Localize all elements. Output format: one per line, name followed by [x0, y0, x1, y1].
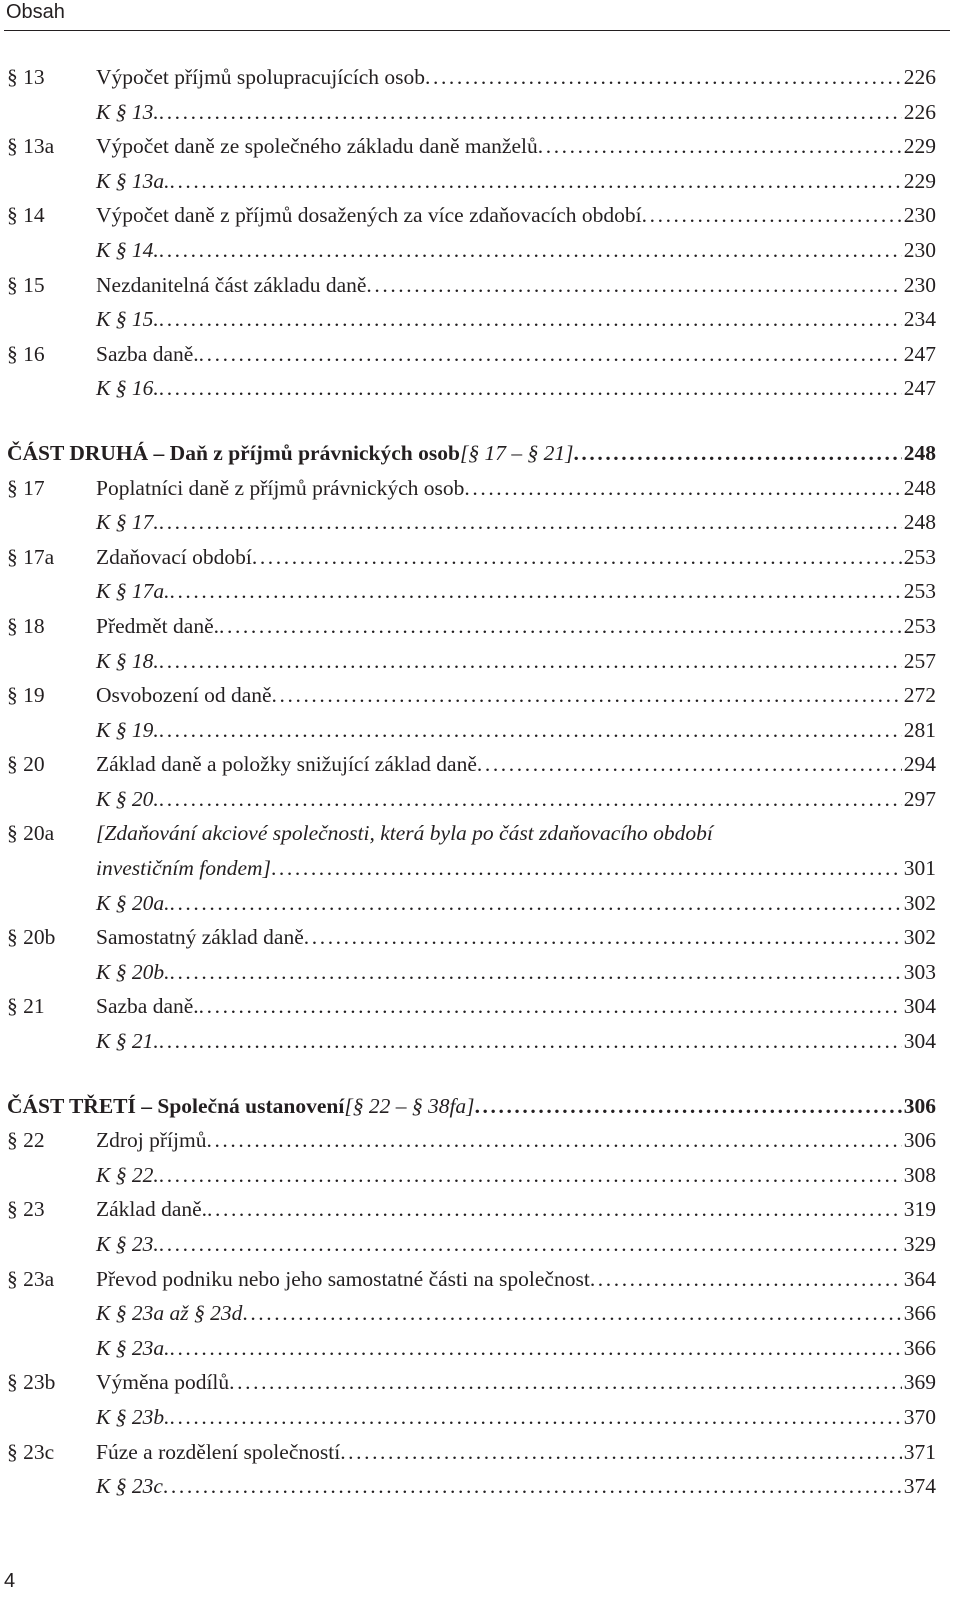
toc-entry-title: Fúze a rozdělení společností [96, 1439, 341, 1464]
toc-dot-leader [169, 1331, 901, 1366]
toc-entry-title: K § 23b. [96, 1404, 170, 1429]
toc-comment-entry[interactable] [0, 1469, 960, 1504]
toc-page-number: 230 [903, 203, 936, 228]
toc-section-entry[interactable] [0, 1262, 960, 1297]
toc-page-number: 301 [903, 856, 936, 881]
toc-dot-leader [425, 60, 902, 95]
toc-dot-leader [159, 782, 902, 817]
toc-section-entry[interactable] [0, 1435, 960, 1470]
toc-page-number: 319 [903, 1197, 936, 1222]
toc-entry-title: K § 20b. [96, 959, 170, 984]
toc-section-entry[interactable] [0, 337, 960, 372]
toc-page-number: 302 [903, 925, 936, 950]
toc-comment-entry[interactable] [0, 1400, 960, 1435]
toc-section-entry[interactable] [0, 540, 960, 575]
toc-entry-title: Zdaňovací období [96, 544, 252, 569]
toc-comment-entry[interactable] [0, 302, 960, 337]
toc-entry-continuation[interactable] [0, 851, 960, 886]
toc-page-number: 302 [903, 890, 936, 915]
toc-page-number: 366 [903, 1335, 936, 1360]
toc-entry-title: K § 14. [96, 237, 159, 262]
toc-dot-leader [159, 505, 902, 540]
page-number: 4 [4, 1570, 16, 1592]
toc-entry-title: K § 23a až § 23d [96, 1301, 243, 1326]
toc-page-number: 226 [903, 99, 936, 124]
toc-page-number: 304 [903, 1029, 936, 1054]
toc-dot-leader [573, 436, 901, 471]
toc-section-entry[interactable] [0, 198, 960, 233]
toc-entry-title: Zdroj příjmů [96, 1128, 207, 1153]
toc-dot-leader [169, 164, 901, 199]
toc-entry-body [96, 1158, 936, 1193]
toc-entry-body [96, 713, 936, 748]
header-divider [4, 30, 950, 31]
toc-page-number: 371 [903, 1439, 936, 1464]
toc-entry-body [7, 1089, 936, 1124]
toc-page-number: 370 [903, 1404, 936, 1429]
toc-entry-title: Poplatníci daně z příjmů právnických osob [96, 475, 465, 500]
toc-entry-title: K § 17a. [96, 579, 170, 604]
toc-section-number: § 14 [7, 203, 45, 228]
toc-entry-body [96, 471, 936, 506]
toc-entry-body [96, 505, 936, 540]
toc-entry-body [96, 1024, 936, 1059]
toc-entry-body [96, 1192, 936, 1227]
toc-dot-leader [169, 574, 901, 609]
toc-entry-title: K § 16. [96, 376, 159, 401]
toc-page-number: 248 [903, 475, 936, 500]
toc-comment-entry[interactable] [0, 713, 960, 748]
toc-entry-title: Výpočet příjmů spolupracujících osob [96, 65, 425, 89]
toc-entry-title: Předmět daně. [96, 613, 219, 638]
toc-comment-entry[interactable] [0, 505, 960, 540]
toc-dot-leader [159, 713, 902, 748]
toc-section-number: § 21 [7, 994, 45, 1019]
toc-dot-leader [159, 371, 902, 406]
toc-page-number: 329 [903, 1232, 936, 1256]
toc-entry-body [96, 1435, 936, 1470]
toc-entry-title: Výměna podílů [96, 1370, 230, 1395]
toc-dot-leader [159, 644, 902, 679]
toc-page-number: 253 [903, 544, 936, 569]
toc-section-number: § 18 [7, 613, 45, 638]
toc-entry-title: K § 23c [96, 1474, 163, 1499]
toc-entry-body [96, 268, 936, 303]
toc-entry-body [7, 436, 936, 471]
toc-dot-leader [366, 268, 901, 303]
toc-dot-leader [159, 1158, 902, 1193]
toc-section-entry[interactable] [0, 1123, 960, 1158]
toc-section-number: § 16 [7, 341, 45, 366]
toc-comment-entry[interactable] [0, 574, 960, 609]
toc-section-entry[interactable] [0, 129, 960, 164]
toc-comment-entry[interactable] [0, 1331, 960, 1366]
toc-section-number: § 13a [7, 134, 55, 159]
toc-entry-body [96, 1400, 936, 1435]
toc-entry-body [96, 920, 936, 955]
toc-dot-leader [169, 886, 901, 921]
toc-comment-entry[interactable] [0, 95, 960, 130]
toc-entry-title: K § 22. [96, 1162, 159, 1187]
toc-page-number: 303 [903, 959, 936, 984]
toc-entry-body [96, 164, 936, 199]
toc-dot-leader [229, 1365, 902, 1400]
toc-page-number: 253 [903, 579, 936, 604]
toc-page-number: 306 [903, 1128, 936, 1153]
table-of-contents [0, 60, 960, 1504]
toc-entry-body [96, 1227, 936, 1262]
toc-part-heading[interactable] [0, 1089, 960, 1124]
toc-section-entry[interactable] [0, 747, 960, 782]
toc-dot-leader [340, 1435, 902, 1470]
toc-section-entry[interactable] [0, 1365, 960, 1400]
toc-dot-leader [159, 302, 902, 337]
toc-page-number: 308 [903, 1162, 936, 1187]
toc-entry-body [96, 886, 936, 921]
toc-entry-title: Sazba daně. [96, 994, 199, 1019]
toc-comment-entry[interactable] [0, 1024, 960, 1059]
toc-entry-title: Výpočet daně ze společného základu daně manželů [96, 134, 538, 159]
toc-dot-leader [159, 1227, 902, 1262]
toc-entry-body [96, 747, 936, 782]
toc-entry-title: K § 19. [96, 717, 159, 742]
toc-section-entry[interactable] [0, 60, 960, 95]
toc-dot-leader [206, 1123, 901, 1158]
toc-entry-body [96, 540, 936, 575]
toc-page-number: 248 [903, 510, 936, 535]
toc-section-number: § 23 [7, 1197, 45, 1222]
toc-entry-title: Výpočet daně z příjmů dosažených za více zdaňovacích období [96, 203, 642, 228]
toc-entry-title: ČÁST TŘETÍ – Společná ustanovení [7, 1093, 345, 1118]
toc-entry-body [96, 644, 936, 679]
toc-dot-leader [464, 471, 901, 506]
toc-entry-body [96, 678, 936, 713]
toc-part-range: [§ 22 – § 38fa] [344, 1093, 475, 1118]
toc-page-number: 248 [903, 440, 936, 465]
toc-page-number: 230 [903, 237, 936, 262]
toc-section-number: § 13 [7, 65, 45, 89]
toc-section-number: § 20b [7, 925, 56, 950]
toc-page-number: 306 [903, 1093, 936, 1118]
section-gap [0, 406, 960, 436]
toc-entry-body [96, 233, 936, 268]
toc-section-number: § 15 [7, 272, 45, 297]
toc-dot-leader [271, 851, 902, 886]
toc-entry-body [96, 609, 936, 644]
toc-section-number: § 20a [7, 821, 55, 846]
toc-dot-leader [242, 1296, 901, 1331]
toc-page-number: 297 [903, 786, 936, 811]
toc-entry-body [96, 782, 936, 817]
toc-entry-title: K § 18. [96, 648, 159, 673]
toc-page-number: 253 [903, 613, 936, 638]
toc-dot-leader [252, 540, 902, 575]
toc-entry-title: Osvobození od daně [96, 683, 272, 708]
toc-dot-leader [169, 955, 901, 990]
toc-comment-entry[interactable] [0, 371, 960, 406]
toc-dot-leader [304, 920, 902, 955]
toc-entry-title: K § 13. [96, 99, 159, 124]
toc-entry-title: K § 13a. [96, 168, 170, 193]
toc-entry-body [96, 95, 936, 130]
toc-dot-leader [272, 678, 902, 713]
toc-page-number: 366 [903, 1301, 936, 1326]
toc-dot-leader [590, 1262, 902, 1297]
toc-part-heading[interactable] [0, 436, 960, 471]
toc-section-entry[interactable] [0, 678, 960, 713]
toc-page-number: 369 [903, 1370, 936, 1395]
toc-page-number: 229 [903, 134, 936, 159]
toc-comment-entry[interactable] [0, 644, 960, 679]
toc-entry-body [96, 371, 936, 406]
toc-page-number: 226 [903, 65, 936, 89]
toc-entry-body [96, 851, 936, 886]
toc-dot-leader [199, 337, 902, 372]
toc-entry-body [96, 1123, 936, 1158]
toc-dot-leader [642, 198, 902, 233]
toc-dot-leader [477, 747, 902, 782]
toc-page-number: 281 [903, 717, 936, 742]
toc-entry-body [96, 1262, 936, 1297]
toc-comment-entry[interactable] [0, 233, 960, 268]
toc-comment-entry[interactable] [0, 1158, 960, 1193]
toc-page-number: 294 [903, 752, 936, 777]
toc-section-number: § 22 [7, 1128, 45, 1153]
toc-section-entry[interactable] [0, 1192, 960, 1227]
toc-comment-entry[interactable] [0, 955, 960, 990]
toc-comment-entry[interactable] [0, 164, 960, 199]
toc-entry-title: K § 15. [96, 307, 159, 332]
toc-entry-title: K § 23. [96, 1232, 159, 1256]
toc-entry-body [96, 60, 936, 95]
toc-entry-title: Převod podniku nebo jeho samostatné části na společnost [96, 1266, 590, 1291]
toc-dot-leader [475, 1089, 902, 1124]
toc-entry-title: [Zdaňování akciové společnosti, která byla po část zdaňovacího období [96, 821, 713, 846]
toc-section-entry[interactable] [0, 816, 960, 851]
toc-entry-title: K § 21. [96, 1029, 159, 1054]
toc-dot-leader [219, 609, 902, 644]
toc-page-number: 364 [903, 1266, 936, 1291]
toc-section-entry[interactable] [0, 471, 960, 506]
toc-entry-title: Základ daně. [96, 1197, 208, 1222]
toc-dot-leader [163, 1469, 902, 1504]
toc-dot-leader [199, 989, 902, 1024]
toc-page-number: 247 [903, 341, 936, 366]
toc-page-number: 229 [903, 168, 936, 193]
toc-entry-body [96, 129, 936, 164]
toc-section-number: § 23b [7, 1370, 56, 1395]
toc-dot-leader [159, 233, 902, 268]
toc-page-number: 257 [903, 648, 936, 673]
toc-comment-entry[interactable] [0, 782, 960, 817]
toc-dot-leader [159, 95, 902, 130]
toc-section-number: § 17a [7, 544, 55, 569]
toc-section-number: § 23a [7, 1266, 55, 1291]
section-gap [0, 1059, 960, 1089]
page-header [0, 0, 960, 30]
toc-entry-body [96, 955, 936, 990]
toc-entry-body [96, 1469, 936, 1504]
toc-entry-body [96, 989, 936, 1024]
toc-page-number: 230 [903, 272, 936, 297]
toc-entry-title: Sazba daně. [96, 341, 199, 366]
toc-dot-leader [538, 129, 902, 164]
toc-section-entry[interactable] [0, 989, 960, 1024]
toc-dot-leader [207, 1192, 902, 1227]
toc-entry-title: K § 17. [96, 510, 159, 535]
toc-section-number: § 23c [7, 1439, 55, 1464]
toc-entry-body [96, 1296, 936, 1331]
page-header-title: Obsah [6, 1, 65, 23]
toc-page-number: 304 [903, 994, 936, 1019]
toc-section-number: § 20 [7, 752, 45, 777]
toc-part-range: [§ 17 – § 21] [459, 440, 574, 465]
toc-dot-leader [169, 1400, 901, 1435]
toc-entry-title: investičním fondem] [96, 856, 271, 881]
toc-dot-leader [159, 1024, 902, 1059]
toc-page-number: 234 [903, 307, 936, 332]
toc-entry-body [96, 198, 936, 233]
toc-section-entry[interactable] [0, 609, 960, 644]
toc-entry-title: ČÁST DRUHÁ – Daň z příjmů právnických osob [7, 440, 460, 465]
toc-entry-title: Samostatný základ daně [96, 925, 304, 950]
toc-page-number: 374 [903, 1474, 936, 1499]
toc-entry-body [96, 1365, 936, 1400]
toc-entry-body [96, 574, 936, 609]
toc-entry-title: Základ daně a položky snižující základ daně [96, 752, 477, 777]
toc-entry-title: K § 20a. [96, 890, 170, 915]
toc-entry-body [96, 337, 936, 372]
toc-page-number: 272 [903, 683, 936, 708]
toc-entry-body [96, 302, 936, 337]
toc-entry-body [96, 1331, 936, 1366]
toc-comment-entry[interactable] [0, 1227, 960, 1262]
toc-entry-title: K § 23a. [96, 1335, 170, 1360]
toc-comment-entry[interactable] [0, 1296, 960, 1331]
toc-section-entry[interactable] [0, 268, 960, 303]
toc-entry-body [96, 816, 936, 851]
toc-section-number: § 19 [7, 683, 45, 708]
toc-page-number: 247 [903, 376, 936, 401]
toc-comment-entry[interactable] [0, 886, 960, 921]
toc-section-number: § 17 [7, 475, 45, 500]
toc-section-entry[interactable] [0, 920, 960, 955]
toc-entry-title: Nezdanitelná část základu daně [96, 272, 367, 297]
toc-entry-title: K § 20. [96, 786, 159, 811]
